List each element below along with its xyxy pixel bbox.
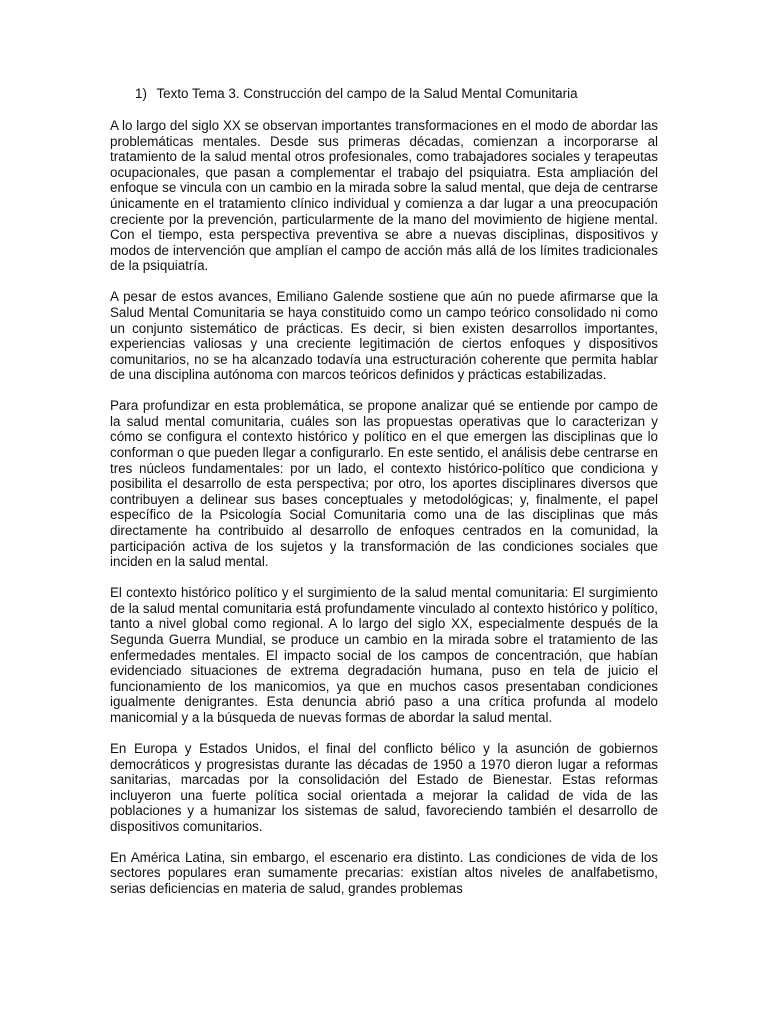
paragraph-galende: A pesar de estos avances, Emiliano Galende sostiene que aún no puede afirmarse que la Salud Mental Comunitaria se haya constituido como un campo teórico consolidado ni como un conjunto sistemático de prácticas. Es decir, si bien existen desarrollos importantes, experiencias valiosas y una creciente legitimación de ciertos enfoques y dispositivos comunitarios, no se ha alcanzado todavía una estructuración coherente que permita hablar de una disciplina autónoma con marcos teóricos definidos y prácticas estabilizadas. bbox=[110, 289, 658, 383]
paragraph-europe-usa: En Europa y Estados Unidos, el final del conflicto bélico y la asunción de gobiernos democráticos y progresistas durante las décadas de 1950 a 1970 dieron lugar a reformas sanitarias, marcadas por la consolidación del Estado de Bienestar. Estas reformas incluyeron una fuerte política social orientada a mejorar la calidad de vida de las poblaciones y a humanizar los sistemas de salud, favoreciendo también el desarrollo de dispositivos comunitarios. bbox=[110, 740, 658, 834]
paragraph-historical-context: El contexto histórico político y el surgimiento de la salud mental comunitaria: El surgimiento de la salud mental comunitaria está profundamente vinculado al contexto histórico y político, tanto a nivel global como regional. A lo largo del siglo XX, especialmente después de la Segunda Guerra Mundial, se produce un cambio en la mirada sobre el tratamiento de las enfermedades mentales. El impacto social de los campos de concentración, que habían evidenciado situaciones de extrema degradación humana, puso en tela de juicio el funcionamiento de los manicomios, ya que en muchos casos presentaban condiciones igualmente denigrantes. Esta denuncia abrió paso a una crítica profunda al modelo manicomial y a la búsqueda de nuevas formas de abordar la salud mental. bbox=[110, 585, 658, 725]
paragraph-latin-america: En América Latina, sin embargo, el escenario era distinto. Las condiciones de vida de los sectores populares eran sumamente precarias: existían altos niveles de analfabetismo, serias deficiencias en materia de salud, grandes problemas bbox=[110, 849, 658, 897]
paragraph-analysis: Para profundizar en esta problemática, se propone analizar qué se entiende por campo de la salud mental comunitaria, cuáles son las propuestas operativas que lo caracterizan y cómo se configura el contexto histórico y político en el que emergen las disciplinas que lo conforman o que pueden llegar a configurarlo. En este sentido, el análisis debe centrarse en tres núcleos fundamentales: por un lado, el contexto histórico-político que condiciona y posibilita el desarrollo de esta perspectiva; por otro, los aportes disciplinares diversos que contribuyen a delinear sus bases conceptuales y metodológicas; y, finalmente, el papel específico de la Psicología Social Comunitaria como una de las disciplinas que más directamente ha contribuido al desarrollo de enfoques centrados en la comunidad, la participación activa de los sujetos y la transformación de las condiciones sociales que inciden en la salud mental. bbox=[110, 398, 658, 570]
document-body bbox=[110, 118, 658, 912]
heading-text: Texto Tema 3. Construcción del campo de la Salud Mental Comunitaria bbox=[156, 86, 578, 101]
heading-number: 1) bbox=[135, 86, 147, 101]
section-heading bbox=[135, 86, 695, 102]
paragraph-intro: A lo largo del siglo XX se observan importantes transformaciones en el modo de abordar las problemáticas mentales. Desde sus primeras décadas, comienzan a incorporarse al tratamiento de la salud mental otros profesionales, como trabajadores sociales y terapeutas ocupacionales, que pasan a complementar el trabajo del psiquiatra. Esta ampliación del enfoque se vincula con un cambio en la mirada sobre la salud mental, que deja de centrarse únicamente en el tratamiento clínico individual y comienza a dar lugar a una preocupación creciente por la prevención, particularmente de la mano del movimiento de higiene mental. Con el tiempo, esta perspectiva preventiva se abre a nuevas disciplinas, dispositivos y modos de intervención que amplían el campo de acción más allá de los límites tradicionales de la psiquiatría. bbox=[110, 118, 658, 274]
